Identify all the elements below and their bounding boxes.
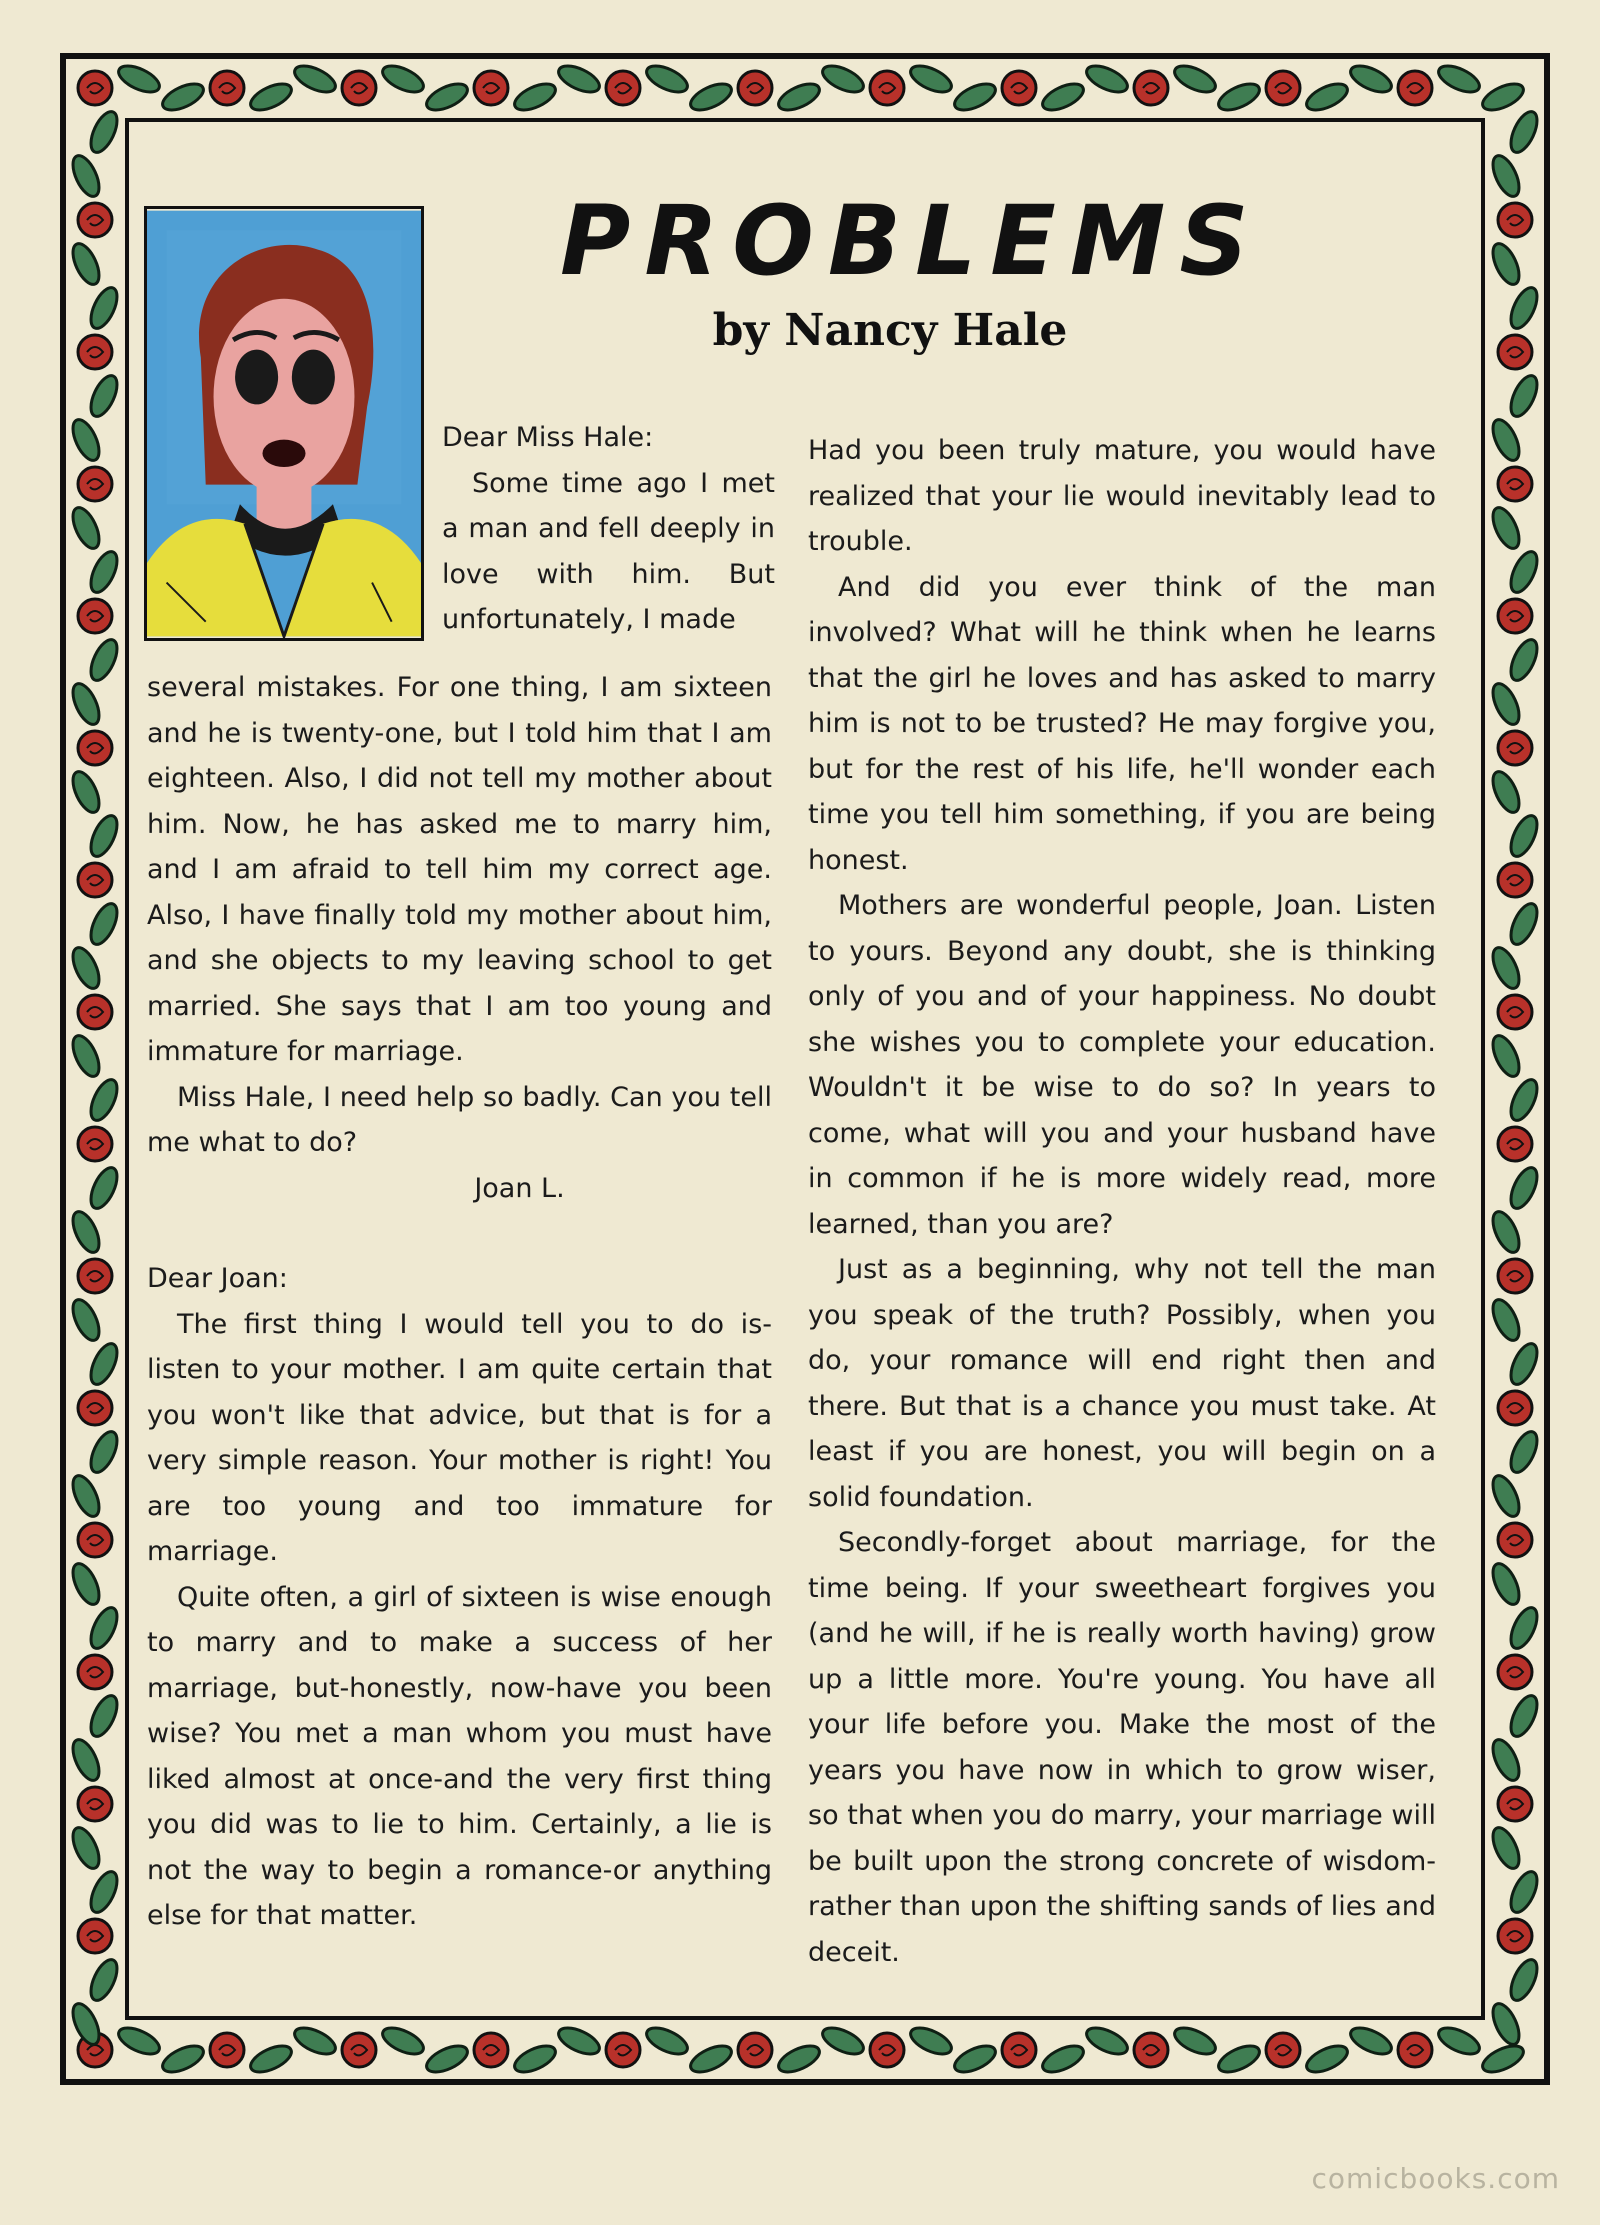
rose-flower [342,2033,376,2067]
vine-leaf [1506,1604,1543,1652]
reply-paragraph-3: Had you been truly mature, you would have realized that your lie would inevitably lead to trouble. [808,435,1436,557]
vine-leaf [68,1296,105,1344]
rose-flower [606,2033,640,2067]
rose-flower [1002,2033,1036,2067]
vine-leaf [1488,680,1525,728]
rose-flower [78,1259,112,1293]
vine-leaf [1083,61,1131,98]
rose-flower [1498,1391,1532,1425]
vine-leaf [1215,79,1263,116]
vine-leaf [86,284,123,332]
vine-leaf [1488,944,1525,992]
vine-leaf [1347,61,1395,98]
vine-leaf [115,2023,163,2060]
left-column [147,665,772,1939]
vine-leaf [1488,1472,1525,1520]
right-column [808,428,1436,1975]
letter-signature: Joan L. [474,1172,565,1204]
rose-flower [1398,71,1432,105]
rose-flower [78,599,112,633]
rose-flower [78,1787,112,1821]
rose-flower [1134,2033,1168,2067]
vine-leaf [86,812,123,860]
vine-leaf [86,1692,123,1740]
letter-column-top [442,415,775,643]
vine-leaf [1506,372,1543,420]
rose-flower [1498,731,1532,765]
vine-leaf [775,2041,823,2078]
vine-leaf [159,79,207,116]
rose-flower [1498,203,1532,237]
vine-leaf [68,768,105,816]
vine-leaf [86,1340,123,1388]
vine-leaf [68,416,105,464]
reply-salutation: Dear Joan: [147,1263,288,1294]
vine-leaf [68,1824,105,1872]
vine-leaf [1506,812,1543,860]
vine-leaf [379,2023,427,2060]
reply-paragraph-2: Quite often, a girl of sixteen is wise enough to marry and to make a success of her marriage, but-honestly, now-have you been wise? You met a man whom you must have liked almost at once-and the very first thing you did was to lie to him. Certainly, a lie is not the way to begin a romance-or anything else for that matter. [147,1581,772,1931]
vine-leaf [86,372,123,420]
rose-flower [474,2033,508,2067]
rose-flower [78,203,112,237]
vine-leaf [68,240,105,288]
vine-leaf [423,79,471,116]
vine-leaf [86,1868,123,1916]
vine-leaf [951,2041,999,2078]
vine-leaf [951,79,999,116]
rose-flower [342,71,376,105]
vine-leaf [1506,284,1543,332]
vine-leaf [86,636,123,684]
portrait-illustration [144,206,424,641]
rose-flower [1498,1127,1532,1161]
vine-leaf [687,79,735,116]
vine-leaf [68,2000,105,2048]
vine-leaf [86,548,123,596]
vine-leaf [159,2041,207,2078]
vine-leaf [1488,1208,1525,1256]
vine-leaf [247,2041,295,2078]
vine-leaf [1435,61,1483,98]
rose-flower [1398,2033,1432,2067]
vine-leaf [643,2023,691,2060]
vine-leaf [291,2023,339,2060]
rose-flower [1498,1259,1532,1293]
vine-leaf [86,1164,123,1212]
vine-leaf [1488,504,1525,552]
rose-flower [78,467,112,501]
rose-flower [1498,1919,1532,1953]
reply-paragraph-5: Mothers are wonderful people, Joan. Listen to yours. Beyond any doubt, she is thinking only of you and of your happiness. No doubt she wishes you to complete your education. Wouldn't it be wise to do so? In years to come, what will you and your husband have in common if he is more widely read, more learned, than you are? [808,890,1436,1240]
vine-leaf [1506,1428,1543,1476]
vine-leaf [555,61,603,98]
vine-leaf [68,504,105,552]
vine-leaf [1488,416,1525,464]
vine-leaf [68,1736,105,1784]
letter-paragraph-1-start: Some time ago I met a man and fell deeply in love with him. But unfortunately, I made [442,467,775,635]
rose-flower [210,71,244,105]
rose-flower [78,731,112,765]
rose-flower [78,863,112,897]
rose-flower [1498,599,1532,633]
vine-leaf [1479,2041,1527,2078]
vine-leaf [1488,1032,1525,1080]
vine-leaf [1506,1340,1543,1388]
rose-flower [474,71,508,105]
vine-leaf [1488,152,1525,200]
vine-leaf [1039,79,1087,116]
rose-flower [78,1523,112,1557]
rose-flower [1498,1787,1532,1821]
letter-salutation: Dear Miss Hale: [442,422,654,453]
vine-leaf [511,79,559,116]
vine-leaf [115,61,163,98]
rose-flower [738,71,772,105]
vine-leaf [86,1428,123,1476]
vine-leaf [907,2023,955,2060]
vine-leaf [68,944,105,992]
vine-leaf [1303,79,1351,116]
vine-leaf [1506,548,1543,596]
vine-leaf [1039,2041,1087,2078]
rose-flower [78,1391,112,1425]
vine-leaf [1215,2041,1263,2078]
vine-leaf [687,2041,735,2078]
letter-paragraph-2: Miss Hale, I need help so badly. Can you tell me what to do? [147,1081,772,1158]
vine-leaf [86,900,123,948]
vine-leaf [1303,2041,1351,2078]
rose-flower [1134,71,1168,105]
vine-leaf [819,61,867,98]
rose-flower [78,995,112,1029]
rose-flower [78,1127,112,1161]
rose-flower [78,71,112,105]
vine-leaf [1435,2023,1483,2060]
reply-paragraph-4: And did you ever think of the man involved? What will he think when he learns that the girl he loves and has asked to marry him is not to be trusted? He may forgive you, but for the rest of his life, he'll wonder each time you tell him something, if you are being honest. [808,571,1436,876]
rose-flower [1498,1523,1532,1557]
rose-flower [78,1655,112,1689]
rose-flower [1498,863,1532,897]
watermark: comicbooks.com [1311,2162,1560,2195]
vine-leaf [1506,900,1543,948]
rose-flower [78,1919,112,1953]
vine-leaf [1506,1956,1543,2004]
vine-leaf [86,1076,123,1124]
vine-leaf [68,1472,105,1520]
reply-paragraph-1: The first thing I would tell you to do is-listen to your mother. I am quite certain that you won't like that advice, but that is for a very simple reason. Your mother is right! You are too young and too immature for marriage. [147,1308,772,1567]
vine-leaf [1506,108,1543,156]
vine-leaf [86,1956,123,2004]
rose-flower [606,71,640,105]
vine-leaf [1488,240,1525,288]
byline: by Nancy Hale [712,305,1068,356]
reply-paragraph-7: Secondly-forget about marriage, for the time being. If your sweetheart forgives you (and he will, if he is really worth having) grow up a little more. You're young. You have all your life before you. Make the most of the years you have now in which to grow wiser, so that when you do marry, your marriage will be built upon the strong concrete of wisdom-rather than upon the shifting sands of lies and deceit. [808,1527,1436,1968]
vine-leaf [86,1604,123,1652]
rose-flower [870,2033,904,2067]
rose-flower [1498,1655,1532,1689]
rose-flower [1266,2033,1300,2067]
vine-leaf [379,61,427,98]
vine-leaf [86,108,123,156]
vine-leaf [1506,1164,1543,1212]
vine-leaf [1488,1736,1525,1784]
vine-leaf [1488,1296,1525,1344]
vine-leaf [1171,2023,1219,2060]
rose-flower [1002,71,1036,105]
page-title: PROBLEMS [560,185,1263,297]
vine-leaf [1488,2000,1525,2048]
vine-leaf [1488,1824,1525,1872]
rose-flower [1498,995,1532,1029]
vine-leaf [1506,636,1543,684]
vine-leaf [1479,79,1527,116]
reply-paragraph-6: Just as a beginning, why not tell the man you speak of the truth? Possibly, when you do, your romance will end right then and there. But that is a chance you must take. At least if you are honest, you will begin on a solid foundation. [808,1254,1436,1513]
vine-leaf [511,2041,559,2078]
vine-leaf [1506,1692,1543,1740]
vine-leaf [555,2023,603,2060]
vine-leaf [68,1208,105,1256]
vine-leaf [247,79,295,116]
letter-paragraph-1-rest: several mistakes. For one thing, I am sixteen and he is twenty-one, but I told him that I am eighteen. Also, I did not tell my mother about him. Now, he has asked me to marry him, and I am afraid to tell him my correct age. Also, I have finally told my mother about him, and she objects to my leaving school to get married. She says that I am too young and immature for marriage. [147,672,772,1067]
rose-flower [1498,467,1532,501]
vine-leaf [1083,2023,1131,2060]
vine-leaf [68,1560,105,1608]
vine-leaf [423,2041,471,2078]
vine-leaf [1506,1076,1543,1124]
vine-leaf [819,2023,867,2060]
rose-flower [78,335,112,369]
vine-leaf [1488,1560,1525,1608]
vine-leaf [643,61,691,98]
vine-leaf [1506,1868,1543,1916]
rose-flower [738,2033,772,2067]
vine-leaf [68,1032,105,1080]
rose-flower [1498,335,1532,369]
vine-leaf [1171,61,1219,98]
vine-leaf [775,79,823,116]
vine-leaf [68,680,105,728]
vine-leaf [907,61,955,98]
vine-leaf [1347,2023,1395,2060]
vine-leaf [68,152,105,200]
rose-flower [210,2033,244,2067]
vine-leaf [1488,768,1525,816]
rose-flower [1266,71,1300,105]
vine-leaf [291,61,339,98]
rose-flower [870,71,904,105]
